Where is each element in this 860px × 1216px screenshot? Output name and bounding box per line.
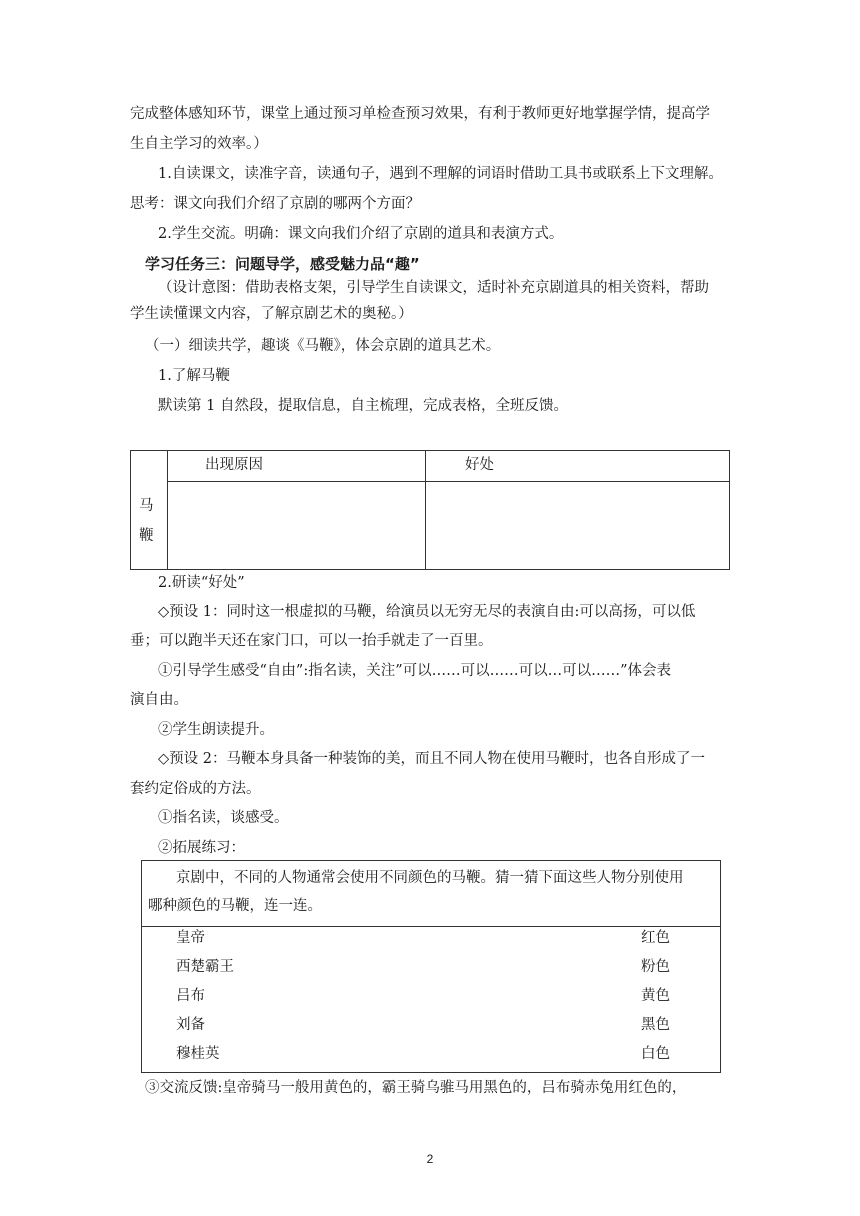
paragraph-line: ◇预设 2：马鞭本身具备一种装饰的美，而且不同人物在使用马鞭时，也各自形成了一 <box>158 751 705 767</box>
paragraph-line: 完成整体感知环节，课堂上通过预习单检查预习效果，有利于教师更好地掌握学情，提高学 <box>130 106 710 122</box>
paragraph-line: 2.学生交流。明确：课文向我们介绍了京剧的道具和表演方式。 <box>158 226 564 242</box>
paragraph-line: 生自主学习的效率。） <box>130 136 268 152</box>
color-item: 黑色 <box>641 1017 670 1033</box>
person-item: 刘备 <box>176 1017 205 1033</box>
paragraph-line: ②拓展练习： <box>158 840 245 856</box>
table-divider <box>141 926 721 927</box>
paragraph-line: 演自由。 <box>130 692 188 708</box>
page-number: 2 <box>426 1152 434 1166</box>
section-heading: 学习任务三：问题导学，感受魅力品“趣” <box>145 255 420 273</box>
paragraph-line: ②学生朗读提升。 <box>158 722 274 738</box>
table-header-reason: 出现原因 <box>205 457 263 473</box>
exercise-instruction: 哪种颜色的马鞭，连一连。 <box>148 898 322 914</box>
paragraph-line: 默读第 1 自然段，提取信息，自主梳理，完成表格，全班反馈。 <box>158 398 568 414</box>
paragraph-line: 1.自读课文，读准字音，读通句子，遇到不理解的词语时借助工具书或联系上下文理解。 <box>158 166 723 182</box>
table-row-label: 鞭 <box>139 528 154 544</box>
paragraph-line: 2.研读“好处” <box>158 575 245 591</box>
color-item: 红色 <box>641 930 670 946</box>
paragraph-line: （一）细读共学，趣谈《马鞭》，体会京剧的道具艺术。 <box>145 338 501 354</box>
exercise-instruction: 京剧中，不同的人物通常会使用不同颜色的马鞭。猜一猜下面这些人物分别使用 <box>176 870 684 886</box>
paragraph-line: ③交流反馈:皇帝骑马一般用黄色的，霸王骑乌骓马用黑色的，吕布骑赤兔用红色的， <box>145 1080 687 1096</box>
color-item: 白色 <box>641 1046 670 1062</box>
table-header-benefit: 好处 <box>465 457 494 473</box>
color-item: 黄色 <box>641 988 670 1004</box>
paragraph-line: 垂；可以跑半天还在家门口，可以一抬手就走了一百里。 <box>130 633 493 649</box>
paragraph-line: 套约定俗成的方法。 <box>130 781 261 797</box>
paragraph-line: 学生读懂课文内容，了解京剧艺术的奥秘。） <box>130 306 413 322</box>
table-row-label: 马 <box>139 498 154 514</box>
person-item: 西楚霸王 <box>176 959 234 975</box>
person-item: 吕布 <box>176 988 205 1004</box>
person-item: 皇帝 <box>176 930 205 946</box>
paragraph-line: 思考：课文向我们介绍了京剧的哪两个方面？ <box>130 196 420 212</box>
paragraph-line: 1.了解马鞭 <box>158 368 230 384</box>
paragraph-line: ◇预设 1：同时这一根虚拟的马鞭，给演员以无穷无尽的表演自由:可以高扬，可以低 <box>158 604 696 620</box>
paragraph-line: （设计意图：借助表格支架，引导学生自读课文，适时补充京剧道具的相关资料，帮助 <box>158 280 709 296</box>
table-divider <box>425 450 426 570</box>
table-divider <box>167 450 168 570</box>
paragraph-line: ①指名读，谈感受。 <box>158 810 289 826</box>
person-item: 穆桂英 <box>176 1046 220 1062</box>
paragraph-line: ①引导学生感受“自由”:指名读，关注”可以……可以……可以…可以……”体会表 <box>158 663 672 679</box>
table-divider <box>167 481 730 482</box>
color-item: 粉色 <box>641 959 670 975</box>
